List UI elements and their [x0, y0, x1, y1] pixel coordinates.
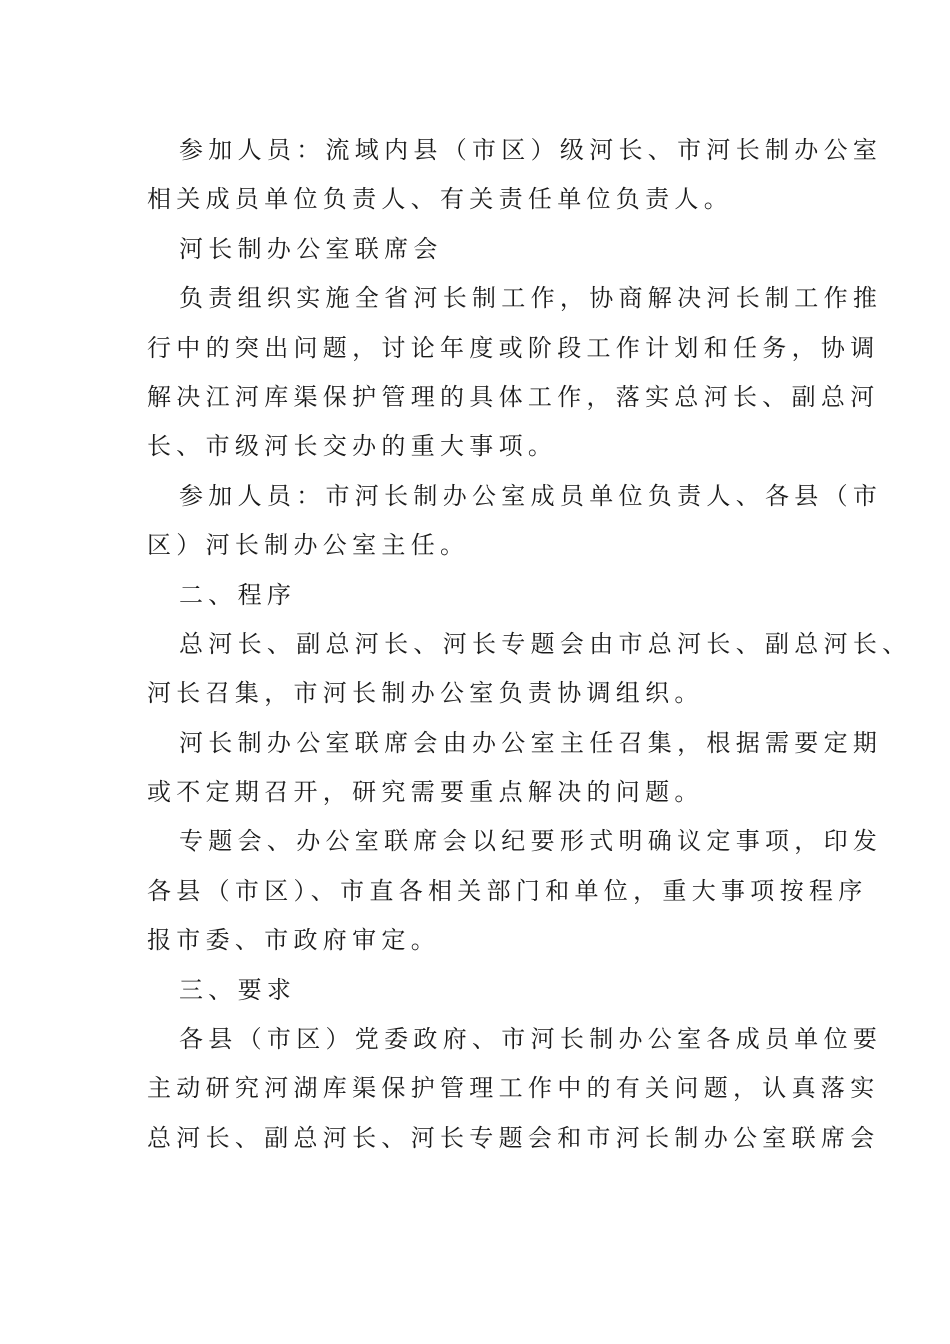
text-line: 区）河长制办公室主任。	[147, 531, 470, 560]
text-line: 河长制办公室联席会由办公室主任召集，根据需要定期	[179, 728, 883, 757]
text-line: 河长召集，市河长制办公室负责协调组织。	[147, 679, 704, 708]
text-line: 参加人员：市河长制办公室成员单位负责人、各县（市	[179, 481, 883, 510]
text-line: 专题会、办公室联席会以纪要形式明确议定事项，印发	[179, 827, 883, 856]
text-line: 参加人员：流域内县（市区）级河长、市河长制办公室	[179, 136, 883, 164]
text-line: 或不定期召开，研究需要重点解决的问题。	[147, 778, 704, 807]
text-line: 各县（市区）、市直各相关部门和单位，重大事项按程序	[147, 876, 868, 905]
text-line: 各县（市区）党委政府、市河长制办公室各成员单位要	[179, 1025, 883, 1054]
section-heading: 三、要求	[179, 975, 297, 1004]
text-line: 长、市级河长交办的重大事项。	[147, 432, 558, 461]
text-line: 负责组织实施全省河长制工作，协商解决河长制工作推	[179, 284, 883, 313]
text-line: 报市委、市政府审定。	[147, 926, 440, 955]
text-line: 行中的突出问题，讨论年度或阶段工作计划和任务，协调	[147, 333, 880, 362]
text-line: 相关成员单位负责人、有关责任单位负责人。	[147, 185, 733, 214]
document-body	[147, 126, 912, 1163]
text-line: 主动研究河湖库渠保护管理工作中的有关问题，认真落实	[147, 1074, 880, 1103]
text-line: 解决江河库渠保护管理的具体工作，落实总河长、副总河	[147, 382, 880, 411]
section-heading: 二、程序	[179, 580, 297, 609]
text-line: 总河长、副总河长、河长专题会由市总河长、副总河长、	[179, 629, 912, 658]
section-heading: 河长制办公室联席会	[179, 234, 443, 263]
text-line: 总河长、副总河长、河长专题会和市河长制办公室联席会	[147, 1123, 880, 1152]
